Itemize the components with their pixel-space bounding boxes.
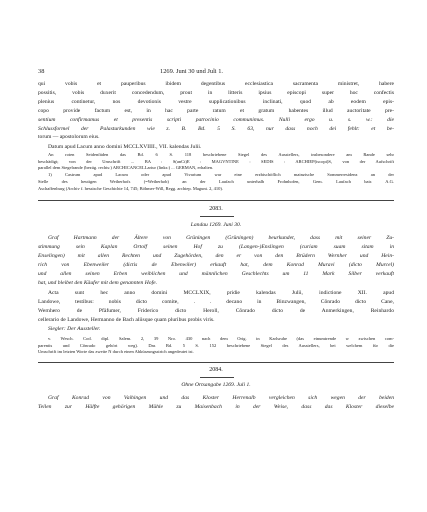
regest-line: stimmung sein Kaplan Ortolf seinen Hof zu (Langen-)Enslingen (curiam suam sitam in [38, 243, 394, 250]
top-notes [38, 152, 394, 192]
document-date: Ohne Ortsangabe 1269. Juli 1. [181, 382, 251, 388]
datum-line: Datum apud Lacum anno domini MCCLXVIIII., VII. kalendas Julii. [48, 144, 202, 151]
body-line: cellerario de Landowe, Hermanno de Bach aliisque quam pluribus probis viris. [38, 316, 215, 323]
regest-line: Enselingen) mit allen Rechten und Zugehörden, den er von den Brüdern Wernher und Hein- [38, 252, 394, 259]
note-line: Aschaffenburg (Archiv f. hessische Geschichte 14, 745; Böhmer-Will, Regg. archiep. Magunt. 2, 410). [38, 185, 224, 191]
regest-line: hat, und bleibet den Käufer mit dem genannten Hofe. [38, 279, 158, 286]
page-number: 38 [38, 68, 45, 75]
running-title: 1269. Juni 30 und Juli 1. [160, 68, 224, 75]
regest-line: Graf Konrad von Vaihingen und das Kloster Herrenalb vergleichen sich wegen der beiden [48, 395, 394, 401]
sealer-line: Siegler: Der Aussteller. [48, 325, 101, 332]
note-line: v. Wesch. Cod. dipl. Salem. 2, 39 Nro. 430 nach dem Orig. in Karlsruhe (das einumtrende w zwischen com- [48, 336, 394, 341]
note-line: parentis und Cônrado gehört weg). Das Bd. 5 S. 152 beschriebene Siegel des Ausstellers, bei welchem für die [38, 342, 394, 348]
regest-2084 [38, 394, 394, 412]
note-line: Umschrift im letzten Worte das zweite N durch einen Abkürzungsstrich angedeutet ist. [38, 349, 194, 355]
body-line: Acta sunt hec anno domini MCCLXIX, pridie kalendas Julii, indictione XII. apud [48, 290, 394, 296]
regest-line: rich von Ebenweiler (dictis de Ebenwiler) erkauft hat, dem Konrad Muravi (dicto Murcel) [38, 261, 394, 268]
body-line: Landowe, testibus: nobis dicto comite, . . decano in Binzwangen, Cônrado dicto Cane, [38, 298, 394, 305]
text-line: possitis, vobis duxerit concedendum, prout in litteris ipsius episcopi super hoc confectis [38, 89, 394, 96]
text-line: plenius continetur, nos devotionis vestre supplicationibus inclinati, quod ab eodem epis- [38, 98, 394, 105]
note-line: beschädigt; von der Umschrift ... BA : S(anCt)E : MAGVNTINE : SEDIS : ARCHIEP(iscopi)S, von der Aufschrift [38, 158, 394, 164]
regest-2083 [38, 234, 394, 287]
top-text-block [38, 80, 394, 152]
text-line: copo provide factum est, in hac parte ratum et gratum habentes illud auctoritate pre- [38, 107, 394, 114]
note-line: parallel dem Siegelrande (bezüg. rechts:) ARCHICANCELLariur (links:) ... GERMAN, erhalten. [38, 165, 214, 171]
note-line: Stelle des heutigen Weiherhofs (=Weiherhob) an der Laufach unterhalb Frohnhofen, Gem. Laufach bair. A.G. [38, 178, 394, 184]
regest-line: Teilen zur Hälfte gehörigen Mühle zu Maisenbach in der Weise, dass das Kloster dieselbe [38, 403, 394, 410]
body-2083 [38, 289, 394, 334]
note-line: An roten Seidenfäden das Bd. 6 S. 118 beschriebene Siegel des Ausstellers, insbesondere am Rande sehr [48, 152, 394, 157]
section-divider [38, 200, 394, 201]
short-divider [200, 377, 234, 378]
text-line: sentium confirmamus et presentis scripti patrocinio communimus. Nulli ergo u. s. w.: die [38, 116, 394, 123]
document-number: 2083. [209, 206, 223, 212]
text-line: Schlussformel der Palasturkunden wie z. B. Bd. 5 S. 63, nur dass noch dei fehlt: et be- [38, 125, 394, 132]
note-line: 1) Castrum apud Lacum oder apud Vivarium war eine erzbischöflich mainzische Sommerresidenz an der [48, 172, 394, 178]
notes-2083 [38, 336, 394, 356]
body-line: Wernhero de Pfäfumer, Friderico dicto Heroll, Cônrado dicto de Anmerkingen, Reinhardo [38, 307, 394, 314]
document-number: 2084. [209, 367, 223, 373]
text-line: qui vobis et pauperibus ibidem degentibus ecclesiastica sacramenta ministret, habere [38, 81, 394, 87]
text-line: torum — apostolorum eius. [38, 134, 100, 141]
short-divider [200, 216, 234, 217]
section-divider [38, 362, 394, 363]
document-date: Landau 1269. Juni 30. [190, 222, 242, 228]
regest-line: und allen seinen Erben weiblichen und männlichen Geschlechts um 11 Mark Silber verkauft [38, 270, 394, 277]
regest-line: Graf Hartmann der Ältere von Grüningen (Grüningen) beurkundet, dass mit seiner Zu- [48, 235, 394, 241]
